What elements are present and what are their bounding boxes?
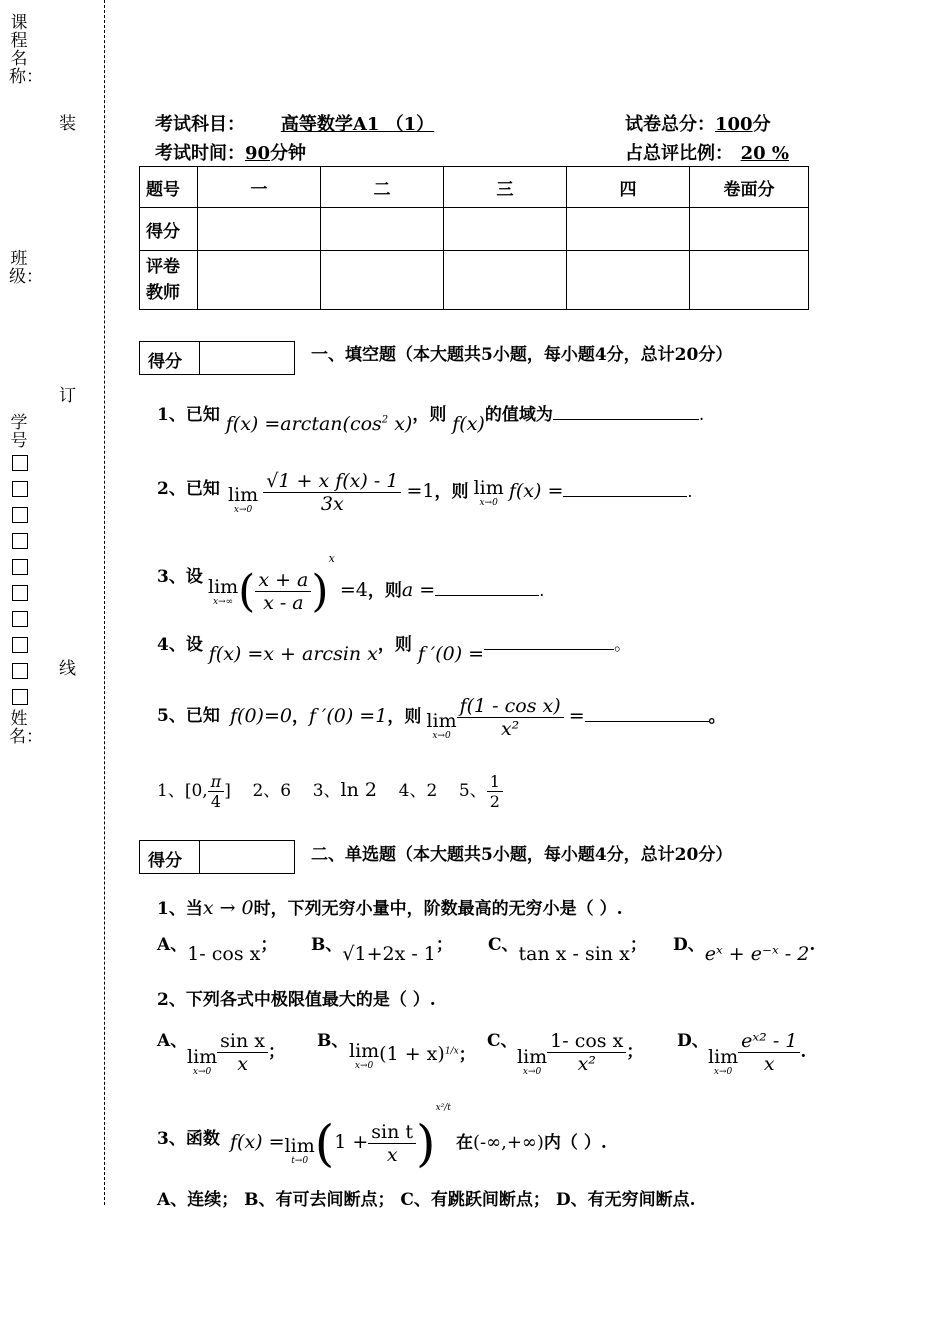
choice-question-1: 1、当x → 0时，下列无穷小量中，阶数最高的无穷小是（ ）. xyxy=(157,897,623,919)
th-part-2: 二 xyxy=(321,167,444,208)
answer-blank[interactable] xyxy=(484,631,614,650)
option-a[interactable]: A、1- cos x； xyxy=(157,935,278,965)
option-c[interactable]: C、tan x - sin x； xyxy=(488,935,647,965)
section1-score-box xyxy=(139,341,295,375)
id-box[interactable] xyxy=(12,455,28,471)
id-box[interactable] xyxy=(12,481,28,497)
option-c-expr: lim x→0 $\frac{\text{1- cos x}}{\text{x²}}$ ； xyxy=(517,1030,644,1077)
class-label: 班级： xyxy=(9,249,43,287)
fill-question-4: 4、设 f(x) =x + arcsin x，则 f ′(0) = 。 xyxy=(157,630,631,655)
student-id-label: 学号 xyxy=(10,413,28,451)
name-label: 姓名： xyxy=(9,709,43,747)
answer-blank[interactable] xyxy=(563,478,687,497)
grader-cell[interactable] xyxy=(444,251,567,310)
option-d[interactable]: D、eˣ + e⁻ˣ - 2. xyxy=(673,935,816,965)
th-question-no: 题号 xyxy=(140,167,198,208)
th-paper-score: 卷面分 xyxy=(690,167,809,208)
choice-question-2-options xyxy=(157,1026,817,1086)
subject-value: 高等数学A1 （1） xyxy=(280,114,435,135)
fill-question-2: 2、已知 xyxy=(157,479,220,499)
score-cell[interactable] xyxy=(321,208,444,251)
student-id-boxes xyxy=(10,455,30,715)
id-box[interactable] xyxy=(12,663,28,679)
option-b[interactable]: B、 xyxy=(317,1031,349,1051)
grader-cell[interactable] xyxy=(321,251,444,310)
fill-question-5: 5、已知 xyxy=(157,706,220,726)
id-box[interactable] xyxy=(12,637,28,653)
answer-blank[interactable] xyxy=(585,703,709,722)
score-box-label: 得分 xyxy=(140,841,200,873)
section2-score-box xyxy=(139,840,295,874)
fill-question-1: 1、已知 $f(x) =\arctan(\cos^2$ x)，则 f(x)的值域为 . xyxy=(157,400,704,425)
option-b[interactable]: B、√1+2x - 1； xyxy=(311,935,453,965)
total-score: 试卷总分：100分 xyxy=(625,114,771,135)
choice-question-3-options[interactable]: A、连续； B、有可去间断点； C、有跳跃间断点； D、有无穷间断点. xyxy=(157,1190,696,1210)
id-box[interactable] xyxy=(12,585,28,601)
bind-mark-zhuang: 装 xyxy=(59,114,76,134)
id-box[interactable] xyxy=(12,507,28,523)
id-box[interactable] xyxy=(12,559,28,575)
id-box[interactable] xyxy=(12,611,28,627)
score-box-label: 得分 xyxy=(140,342,200,374)
q2-expression: lim x→0 $\frac{\text{√1 + x f(x) - 1}}{3x}$ =1，则 lim x→0 f(x) = . xyxy=(228,470,693,515)
section1-answers: 1、[0, $\frac{\pi}{4}$ ] 2、6 3、ln 2 4、2 5、 $\frac{1}{2}$ xyxy=(157,772,503,811)
score-ratio: 占总评比例： 20 % xyxy=(625,143,789,164)
th-part-1: 一 xyxy=(198,167,321,208)
score-table xyxy=(139,166,809,310)
q3-function-expression: f(x) =lim t→0 (1 + $\frac{\text{sin t}}{x}$ )$^{x^2/t}$ 在(-∞,+∞)内（ ）. xyxy=(230,1103,607,1173)
score-cell[interactable] xyxy=(198,208,321,251)
choice-question-3: 3、函数 xyxy=(157,1129,220,1149)
option-a[interactable]: A、 xyxy=(157,1031,188,1051)
option-a-expr: lim x→0 $\frac{\text{sin x}}{x}$ ； xyxy=(187,1030,285,1077)
option-c[interactable]: C、 xyxy=(487,1031,518,1051)
q5-expression: f(0)=0，f ′(0) =1，则 lim x→0 $\frac{\text{f(1 - cos x)}}{\text{x²}}$ = 。 xyxy=(230,695,726,741)
choice-question-2: 2、下列各式中极限值最大的是（ ）. xyxy=(157,990,436,1010)
score-cell[interactable] xyxy=(567,208,690,251)
row-grader-label: 评卷教师 xyxy=(140,251,198,310)
th-part-4: 四 xyxy=(567,167,690,208)
score-cell[interactable] xyxy=(690,208,809,251)
exam-subject: 考试科目： 高等数学A1 （1） xyxy=(155,110,470,136)
q3-expression: lim x→∞ ( $\frac{x + a}{x - a}$ )$^x$ =4，则a = . xyxy=(208,552,545,617)
bind-mark-ding: 订 xyxy=(59,386,76,406)
score-cell[interactable] xyxy=(444,208,567,251)
grader-cell[interactable] xyxy=(690,251,809,310)
row-score-label: 得分 xyxy=(140,208,198,251)
section2-title: 二、单选题（本大题共5小题，每小题4分，总计20分） xyxy=(311,845,733,865)
section1-title: 一、填空题（本大题共5小题，每小题4分，总计20分） xyxy=(311,345,733,365)
bind-mark-xian: 线 xyxy=(59,659,76,679)
option-d-expr: lim x→0 $\frac{\text{eˣ² - 1}}{x}$ . xyxy=(708,1030,807,1077)
course-name-label: 课程名称： xyxy=(9,13,43,87)
answer-blank[interactable] xyxy=(553,401,699,420)
th-part-3: 三 xyxy=(444,167,567,208)
option-b-expr: lim x→0 $(1 + x)^{1/x}$； xyxy=(349,1040,476,1071)
grader-cell[interactable] xyxy=(198,251,321,310)
fill-question-3: 3、设 xyxy=(157,567,203,587)
grader-cell[interactable] xyxy=(567,251,690,310)
id-box[interactable] xyxy=(12,533,28,549)
binding-dashed-line xyxy=(104,0,105,1205)
exam-time: 考试时间：90分钟 xyxy=(155,143,307,164)
answer-blank[interactable] xyxy=(435,577,539,596)
id-box[interactable] xyxy=(12,689,28,705)
option-d[interactable]: D、 xyxy=(677,1031,709,1051)
